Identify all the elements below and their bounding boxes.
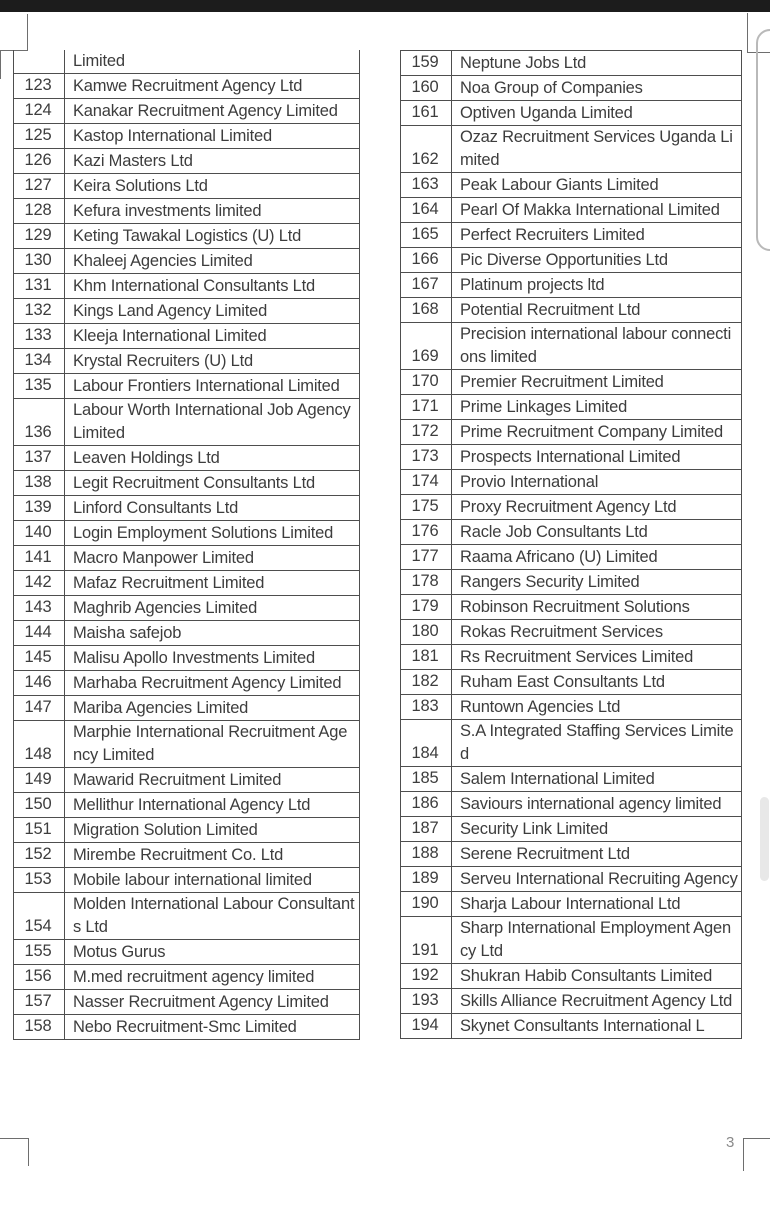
row-number: 153 — [14, 868, 65, 893]
row-number: 154 — [14, 893, 65, 940]
row-number: 143 — [14, 596, 65, 621]
row-number: 152 — [14, 843, 65, 868]
row-number: 145 — [14, 646, 65, 671]
row-number: 124 — [14, 99, 65, 124]
table-row — [401, 395, 742, 420]
row-name: Precision international labour connections limited — [452, 323, 742, 370]
row-name: Platinum projects ltd — [452, 273, 742, 298]
row-name: Racle Job Consultants Ltd — [452, 520, 742, 545]
row-name: Nebo Recruitment-Smc Limited — [65, 1015, 360, 1040]
fast-scroll-handle[interactable] — [756, 29, 770, 251]
row-name: Security Link Limited — [452, 817, 742, 842]
table-row — [14, 199, 360, 224]
row-name: Malisu Apollo Investments Limited — [65, 646, 360, 671]
row-name: Marphie International Recruitment Agency Limited — [65, 721, 360, 768]
row-number: 188 — [401, 842, 452, 867]
table-row — [14, 399, 360, 446]
row-number: 151 — [14, 818, 65, 843]
table-row — [401, 323, 742, 370]
row-name: Maisha safejob — [65, 621, 360, 646]
row-number: 192 — [401, 964, 452, 989]
row-name: Login Employment Solutions Limited — [65, 521, 360, 546]
row-name: Noa Group of Companies — [452, 76, 742, 101]
row-name: Kanakar Recruitment Agency Limited — [65, 99, 360, 124]
row-number: 126 — [14, 149, 65, 174]
row-number: 125 — [14, 124, 65, 149]
row-number: 180 — [401, 620, 452, 645]
row-number: 172 — [401, 420, 452, 445]
table-row — [14, 149, 360, 174]
row-name: Labour Frontiers International Limited — [65, 374, 360, 399]
row-number: 135 — [14, 374, 65, 399]
table-row — [14, 646, 360, 671]
table-row — [401, 964, 742, 989]
row-number: 134 — [14, 349, 65, 374]
status-bar — [0, 0, 770, 12]
row-name: Rangers Security Limited — [452, 570, 742, 595]
row-number: 159 — [401, 51, 452, 76]
table-row — [401, 570, 742, 595]
row-name: Limited — [65, 50, 360, 74]
row-number: 136 — [14, 399, 65, 446]
row-number: 165 — [401, 223, 452, 248]
row-number: 127 — [14, 174, 65, 199]
row-number: 156 — [14, 965, 65, 990]
table-row — [401, 51, 742, 76]
row-name: Shukran Habib Consultants Limited — [452, 964, 742, 989]
row-name: Rs Recruitment Services Limited — [452, 645, 742, 670]
table-row — [14, 868, 360, 893]
table-row — [401, 767, 742, 792]
row-name: Molden International Labour Consultants Ltd — [65, 893, 360, 940]
table-row — [401, 720, 742, 767]
row-name: Kings Land Agency Limited — [65, 299, 360, 324]
table-row — [401, 298, 742, 323]
row-number: 179 — [401, 595, 452, 620]
row-name: Kastop International Limited — [65, 124, 360, 149]
table-row — [14, 671, 360, 696]
table-row — [14, 1015, 360, 1040]
table-row — [14, 374, 360, 399]
row-name: Prime Linkages Limited — [452, 395, 742, 420]
table-row — [401, 620, 742, 645]
row-number: 140 — [14, 521, 65, 546]
row-name: Mirembe Recruitment Co. Ltd — [65, 843, 360, 868]
row-number: 194 — [401, 1014, 452, 1039]
table-row — [14, 818, 360, 843]
row-number — [14, 50, 65, 74]
row-name: Mawarid Recruitment Limited — [65, 768, 360, 793]
row-name: Peak Labour Giants Limited — [452, 173, 742, 198]
table-row — [401, 445, 742, 470]
row-number: 178 — [401, 570, 452, 595]
row-name: Krystal Recruiters (U) Ltd — [65, 349, 360, 374]
table-row — [401, 470, 742, 495]
row-number: 123 — [14, 74, 65, 99]
row-number: 163 — [401, 173, 452, 198]
row-name: Prime Recruitment Company Limited — [452, 420, 742, 445]
table-row — [14, 446, 360, 471]
table-row — [401, 892, 742, 917]
table-row — [401, 867, 742, 892]
row-name: Potential Recruitment Ltd — [452, 298, 742, 323]
row-number: 128 — [14, 199, 65, 224]
table-row — [14, 721, 360, 768]
row-name: Marhaba Recruitment Agency Limited — [65, 671, 360, 696]
table-row — [401, 842, 742, 867]
row-name: Leaven Holdings Ltd — [65, 446, 360, 471]
next-page-corner-left-hline — [0, 1138, 28, 1139]
scrollbar-thumb[interactable] — [760, 797, 769, 881]
table-row — [14, 521, 360, 546]
row-name: Motus Gurus — [65, 940, 360, 965]
row-number: 147 — [14, 696, 65, 721]
table-row — [401, 1014, 742, 1039]
table-row — [14, 299, 360, 324]
table-row — [14, 496, 360, 521]
row-number: 184 — [401, 720, 452, 767]
row-name: Khaleej Agencies Limited — [65, 249, 360, 274]
row-name: Keting Tawakal Logistics (U) Ltd — [65, 224, 360, 249]
table-row — [14, 965, 360, 990]
row-name: Mafaz Recruitment Limited — [65, 571, 360, 596]
row-name: Runtown Agencies Ltd — [452, 695, 742, 720]
row-number: 169 — [401, 323, 452, 370]
table-row — [14, 174, 360, 199]
row-number: 167 — [401, 273, 452, 298]
row-number: 187 — [401, 817, 452, 842]
table-row — [14, 571, 360, 596]
row-name: Linford Consultants Ltd — [65, 496, 360, 521]
row-number: 149 — [14, 768, 65, 793]
agency-table-left — [13, 50, 360, 1040]
table-row — [401, 101, 742, 126]
row-number: 174 — [401, 470, 452, 495]
row-number: 137 — [14, 446, 65, 471]
table-row — [14, 990, 360, 1015]
row-number: 142 — [14, 571, 65, 596]
table-row — [14, 621, 360, 646]
row-number: 131 — [14, 274, 65, 299]
table-row — [401, 989, 742, 1014]
row-number: 173 — [401, 445, 452, 470]
table-row — [14, 50, 360, 74]
row-name: Saviours international agency limited — [452, 792, 742, 817]
row-name: Ruham East Consultants Ltd — [452, 670, 742, 695]
row-name: Mariba Agencies Limited — [65, 696, 360, 721]
row-number: 141 — [14, 546, 65, 571]
row-name: Maghrib Agencies Limited — [65, 596, 360, 621]
table-row — [401, 126, 742, 173]
table-row — [14, 793, 360, 818]
row-name: Premier Recruitment Limited — [452, 370, 742, 395]
table-row — [14, 768, 360, 793]
next-page-corner-right-hline — [743, 1138, 770, 1139]
row-name: Kazi Masters Ltd — [65, 149, 360, 174]
row-name: Serveu International Recruiting Agency — [452, 867, 742, 892]
row-number: 162 — [401, 126, 452, 173]
row-number: 171 — [401, 395, 452, 420]
row-number: 191 — [401, 917, 452, 964]
row-number: 170 — [401, 370, 452, 395]
table-row — [401, 792, 742, 817]
row-number: 130 — [14, 249, 65, 274]
table-row — [401, 670, 742, 695]
row-name: Proxy Recruitment Agency Ltd — [452, 495, 742, 520]
table-row — [401, 173, 742, 198]
row-name: Mellithur International Agency Ltd — [65, 793, 360, 818]
row-number: 133 — [14, 324, 65, 349]
table-row — [401, 248, 742, 273]
row-name: Kleeja International Limited — [65, 324, 360, 349]
row-number: 144 — [14, 621, 65, 646]
row-number: 181 — [401, 645, 452, 670]
row-number: 176 — [401, 520, 452, 545]
table-row — [14, 940, 360, 965]
row-name: S.A Integrated Staffing Services Limited — [452, 720, 742, 767]
row-name: Rokas Recruitment Services — [452, 620, 742, 645]
row-number: 175 — [401, 495, 452, 520]
row-number: 129 — [14, 224, 65, 249]
table-row — [14, 274, 360, 299]
row-number: 158 — [14, 1015, 65, 1040]
row-name: Pearl Of Makka International Limited — [452, 198, 742, 223]
table-row — [14, 843, 360, 868]
next-page-corner-right-vline — [743, 1138, 744, 1171]
table-row — [401, 198, 742, 223]
row-name: Raama Africano (U) Limited — [452, 545, 742, 570]
table-row — [401, 595, 742, 620]
agency-table-right — [400, 50, 742, 1039]
row-number: 155 — [14, 940, 65, 965]
row-number: 166 — [401, 248, 452, 273]
table-row — [401, 495, 742, 520]
page-number: 3 — [726, 1134, 735, 1151]
table-row — [401, 223, 742, 248]
row-name: Kamwe Recruitment Agency Ltd — [65, 74, 360, 99]
row-number: 190 — [401, 892, 452, 917]
row-number: 177 — [401, 545, 452, 570]
row-name: Migration Solution Limited — [65, 818, 360, 843]
table-row — [14, 224, 360, 249]
row-name: Khm International Consultants Ltd — [65, 274, 360, 299]
prev-page-corner-left-vline — [27, 14, 28, 51]
table-row — [14, 349, 360, 374]
row-name: M.med recruitment agency limited — [65, 965, 360, 990]
page-left-edge-line — [0, 50, 1, 79]
row-name: Keira Solutions Ltd — [65, 174, 360, 199]
row-name: Serene Recruitment Ltd — [452, 842, 742, 867]
row-number: 161 — [401, 101, 452, 126]
row-name: Ozaz Recruitment Services Uganda Limited — [452, 126, 742, 173]
table-row — [14, 249, 360, 274]
row-number: 138 — [14, 471, 65, 496]
row-name: Provio International — [452, 470, 742, 495]
row-name: Sharp International Employment Agency Ltd — [452, 917, 742, 964]
row-number: 148 — [14, 721, 65, 768]
row-name: Labour Worth International Job Agency Limited — [65, 399, 360, 446]
row-name: Skynet Consultants International L — [452, 1014, 742, 1039]
row-name: Neptune Jobs Ltd — [452, 51, 742, 76]
row-number: 168 — [401, 298, 452, 323]
row-name: Nasser Recruitment Agency Limited — [65, 990, 360, 1015]
row-name: Sharja Labour International Ltd — [452, 892, 742, 917]
row-number: 160 — [401, 76, 452, 101]
prev-page-corner-right-vline — [747, 13, 748, 52]
row-number: 185 — [401, 767, 452, 792]
row-number: 189 — [401, 867, 452, 892]
table-row — [401, 917, 742, 964]
row-number: 132 — [14, 299, 65, 324]
row-name: Legit Recruitment Consultants Ltd — [65, 471, 360, 496]
table-row — [14, 546, 360, 571]
row-name: Pic Diverse Opportunities Ltd — [452, 248, 742, 273]
table-row — [14, 471, 360, 496]
table-row — [14, 696, 360, 721]
table-row — [14, 99, 360, 124]
table-row — [14, 596, 360, 621]
table-row — [401, 420, 742, 445]
row-name: Skills Alliance Recruitment Agency Ltd — [452, 989, 742, 1014]
row-number: 146 — [14, 671, 65, 696]
table-row — [401, 370, 742, 395]
row-name: Perfect Recruiters Limited — [452, 223, 742, 248]
table-row — [401, 545, 742, 570]
row-name: Salem International Limited — [452, 767, 742, 792]
table-row — [14, 324, 360, 349]
row-name: Kefura investments limited — [65, 199, 360, 224]
table-row — [14, 74, 360, 99]
table-row — [401, 645, 742, 670]
row-name: Prospects International Limited — [452, 445, 742, 470]
row-number: 193 — [401, 989, 452, 1014]
row-number: 157 — [14, 990, 65, 1015]
row-number: 139 — [14, 496, 65, 521]
table-row — [401, 76, 742, 101]
table-row — [14, 893, 360, 940]
table-row — [401, 520, 742, 545]
row-name: Optiven Uganda Limited — [452, 101, 742, 126]
row-name: Robinson Recruitment Solutions — [452, 595, 742, 620]
row-name: Macro Manpower Limited — [65, 546, 360, 571]
table-row — [401, 273, 742, 298]
table-row — [401, 695, 742, 720]
row-number: 183 — [401, 695, 452, 720]
row-number: 150 — [14, 793, 65, 818]
row-number: 164 — [401, 198, 452, 223]
table-row — [14, 124, 360, 149]
row-name: Mobile labour international limited — [65, 868, 360, 893]
table-row — [401, 817, 742, 842]
row-number: 186 — [401, 792, 452, 817]
row-number: 182 — [401, 670, 452, 695]
next-page-corner-left-vline — [28, 1138, 29, 1166]
